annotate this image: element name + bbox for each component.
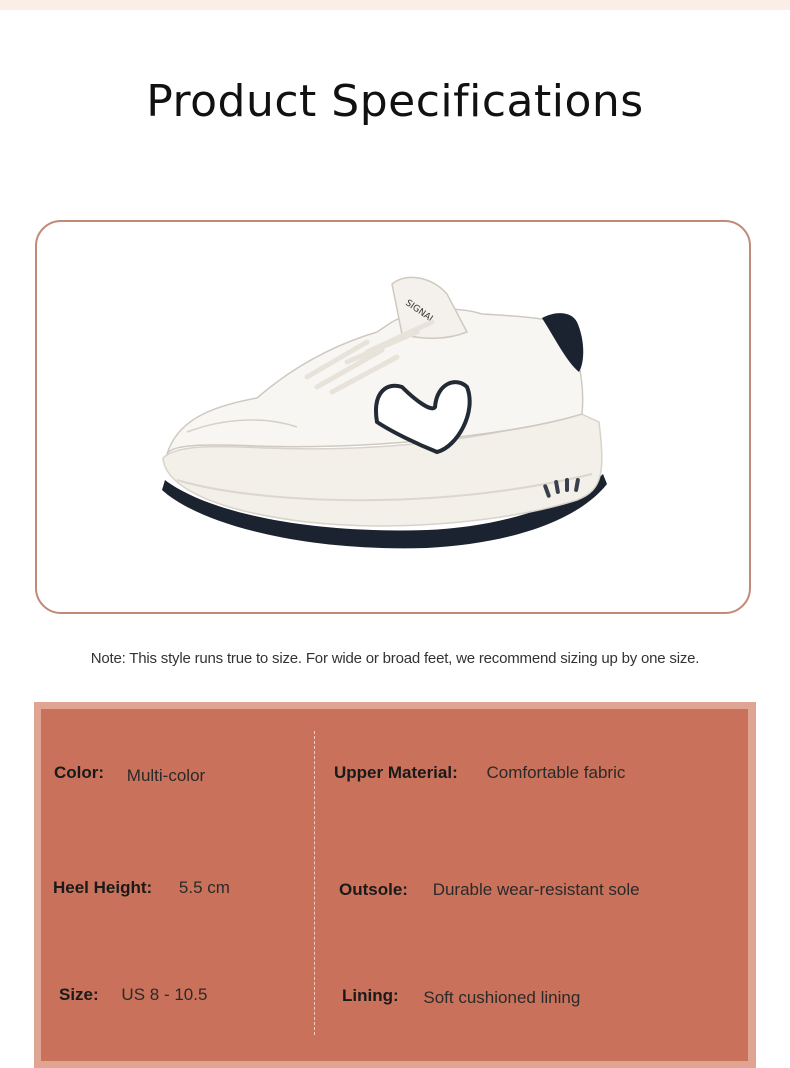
top-strip <box>0 0 790 10</box>
sneaker-image <box>37 222 749 612</box>
spec-divider <box>314 731 315 1035</box>
page-title: Product Specifications <box>146 76 644 127</box>
spec-outsole-value: Durable wear-resistant sole <box>432 880 640 899</box>
spec-outsole-label: Outsole: <box>339 880 408 899</box>
spec-size-label: Size: <box>59 985 99 1004</box>
spec-size <box>59 985 207 1005</box>
size-note: Note: This style runs true to size. For wide or broad feet, we recommend sizing up by one size. <box>90 650 700 667</box>
product-image-frame <box>35 220 751 614</box>
spec-lining <box>342 986 580 1006</box>
spec-color-label: Color: <box>54 763 105 782</box>
spec-lining-value: Soft cushioned lining <box>423 988 581 1007</box>
spec-color <box>54 763 205 783</box>
spec-heel-height-value: 5.5 cm <box>178 878 230 897</box>
spec-heel-height <box>53 878 230 898</box>
spec-color-value: Multi-color <box>126 766 206 785</box>
sneaker-tongue <box>392 277 467 338</box>
spec-heel-height-label: Heel Height: <box>53 878 153 897</box>
spec-lining-label: Lining: <box>342 986 399 1005</box>
svg-text:SIGNAL: SIGNAL <box>403 298 437 326</box>
spec-upper-material-label: Upper Material: <box>334 763 458 782</box>
spec-size-value: US 8 - 10.5 <box>121 985 208 1004</box>
spec-upper-material <box>334 763 625 783</box>
spec-upper-material-value: Comfortable fabric <box>486 763 626 782</box>
spec-outsole <box>339 880 640 900</box>
